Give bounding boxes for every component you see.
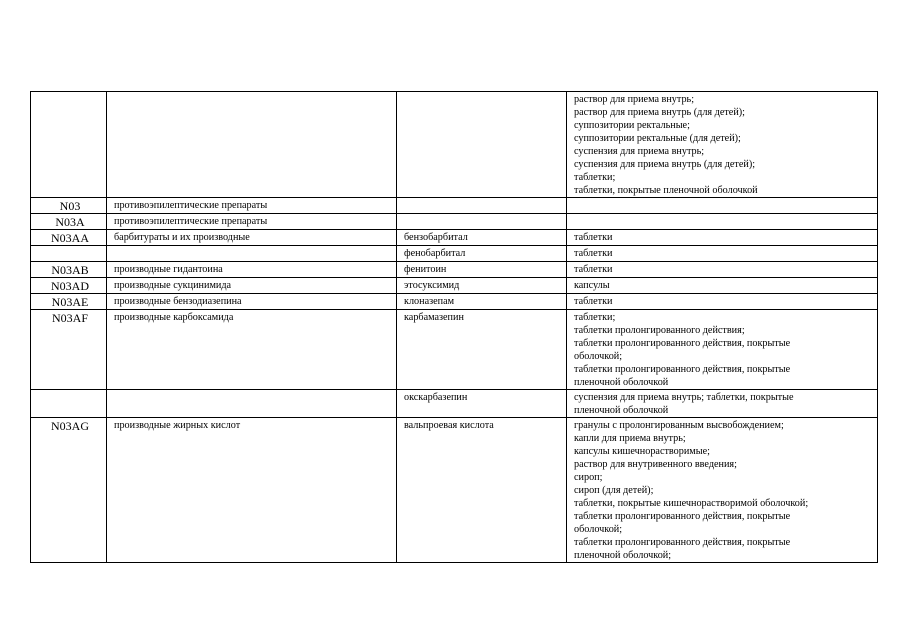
table-row [31,294,878,310]
table-row [31,278,878,294]
group-name-cell: барбитураты и их производные [107,230,397,246]
group-name-cell: производные гидантоина [107,262,397,278]
table-row [31,92,878,198]
dosage-form-line: пленочной оболочкой; [574,550,672,561]
dosage-form-line: таблетки пролонгированного действия; [574,325,745,336]
atc-code-cell: N03AF [31,310,107,390]
dosage-form-line: оболочкой; [574,351,623,362]
group-name-cell: производные карбоксамида [107,310,397,390]
dosage-form-line: таблетки, покрытые пленочной оболочкой [574,185,758,196]
atc-code-cell: N03A [31,214,107,230]
group-name-cell: производные жирных кислот [107,418,397,563]
dosage-form-line: суспензия для приема внутрь; [574,146,705,157]
dosage-form-line: капли для приема внутрь; [574,433,686,444]
drug-name-cell [397,92,567,198]
dosage-form-line: таблетки [574,232,613,243]
table-row [31,230,878,246]
group-name-cell: производные сукцинимида [107,278,397,294]
dosage-forms-cell [567,246,878,262]
atc-code-cell: N03 [31,198,107,214]
dosage-form-line: сироп (для детей); [574,485,654,496]
group-name-cell: производные бензодиазепина [107,294,397,310]
group-name-cell [107,246,397,262]
atc-code-cell: N03AB [31,262,107,278]
dosage-form-line: сироп; [574,472,603,483]
dosage-form-line: таблетки пролонгированного действия, покрытые [574,511,791,522]
dosage-form-line: таблетки пролонгированного действия, покрытые [574,537,791,548]
drug-name-cell: этосуксимид [397,278,567,294]
dosage-form-line: суппозитории ректальные; [574,120,690,131]
dosage-forms-cell [567,214,878,230]
atc-code-cell: N03AG [31,418,107,563]
drug-name-cell: клоназепам [397,294,567,310]
atc-code-cell: N03AE [31,294,107,310]
atc-code-cell [31,92,107,198]
dosage-form-line: таблетки, покрытые кишечнорастворимой оболочкой; [574,498,809,509]
dosage-form-line: таблетки [574,248,613,259]
dosage-form-line: капсулы кишечнорастворимые; [574,446,710,457]
group-name-cell: противоэпилептические препараты [107,198,397,214]
dosage-form-line: таблетки; [574,312,616,323]
table-row [31,418,878,563]
drug-name-cell: вальпроевая кислота [397,418,567,563]
table-row [31,390,878,418]
dosage-form-line: таблетки; [574,172,616,183]
dosage-form-line: капсулы [574,280,610,291]
dosage-form-line: таблетки [574,264,613,275]
dosage-forms-cell [567,198,878,214]
dosage-forms-cell [567,310,878,390]
table-row [31,246,878,262]
drug-name-cell: фенобарбитал [397,246,567,262]
drug-name-cell: фенитоин [397,262,567,278]
drug-name-cell: бензобарбитал [397,230,567,246]
dosage-forms-cell [567,92,878,198]
atc-code-cell: N03AD [31,278,107,294]
table-row [31,310,878,390]
drug-classification-table [30,91,878,563]
dosage-form-line: раствор для приема внутрь (для детей); [574,107,745,118]
table-row [31,214,878,230]
dosage-form-line: суспензия для приема внутрь (для детей); [574,159,756,170]
dosage-form-line: гранулы с пролонгированным высвобождением; [574,420,784,431]
dosage-forms-cell [567,294,878,310]
drug-name-cell: окскарбазепин [397,390,567,418]
atc-code-cell: N03AA [31,230,107,246]
dosage-forms-cell [567,278,878,294]
dosage-form-line: суппозитории ректальные (для детей); [574,133,741,144]
dosage-form-line: пленочной оболочкой [574,377,669,388]
dosage-forms-cell [567,262,878,278]
group-name-cell [107,92,397,198]
drug-name-cell [397,214,567,230]
dosage-form-line: суспензия для приема внутрь; таблетки, покрытые [574,392,794,403]
atc-code-cell [31,390,107,418]
table-body [31,92,878,563]
drug-name-cell [397,198,567,214]
table-row [31,198,878,214]
dosage-form-line: пленочной оболочкой [574,405,669,416]
dosage-form-line: таблетки пролонгированного действия, покрытые [574,338,791,349]
dosage-form-line: раствор для приема внутрь; [574,94,695,105]
drug-name-cell: карбамазепин [397,310,567,390]
dosage-form-line: таблетки пролонгированного действия, покрытые [574,364,791,375]
atc-code-cell [31,246,107,262]
dosage-form-line: таблетки [574,296,613,307]
dosage-form-line: оболочкой; [574,524,623,535]
dosage-forms-cell [567,230,878,246]
dosage-form-line: раствор для внутривенного введения; [574,459,737,470]
dosage-forms-cell [567,418,878,563]
dosage-forms-cell [567,390,878,418]
group-name-cell [107,390,397,418]
group-name-cell: противоэпилептические препараты [107,214,397,230]
table-row [31,262,878,278]
